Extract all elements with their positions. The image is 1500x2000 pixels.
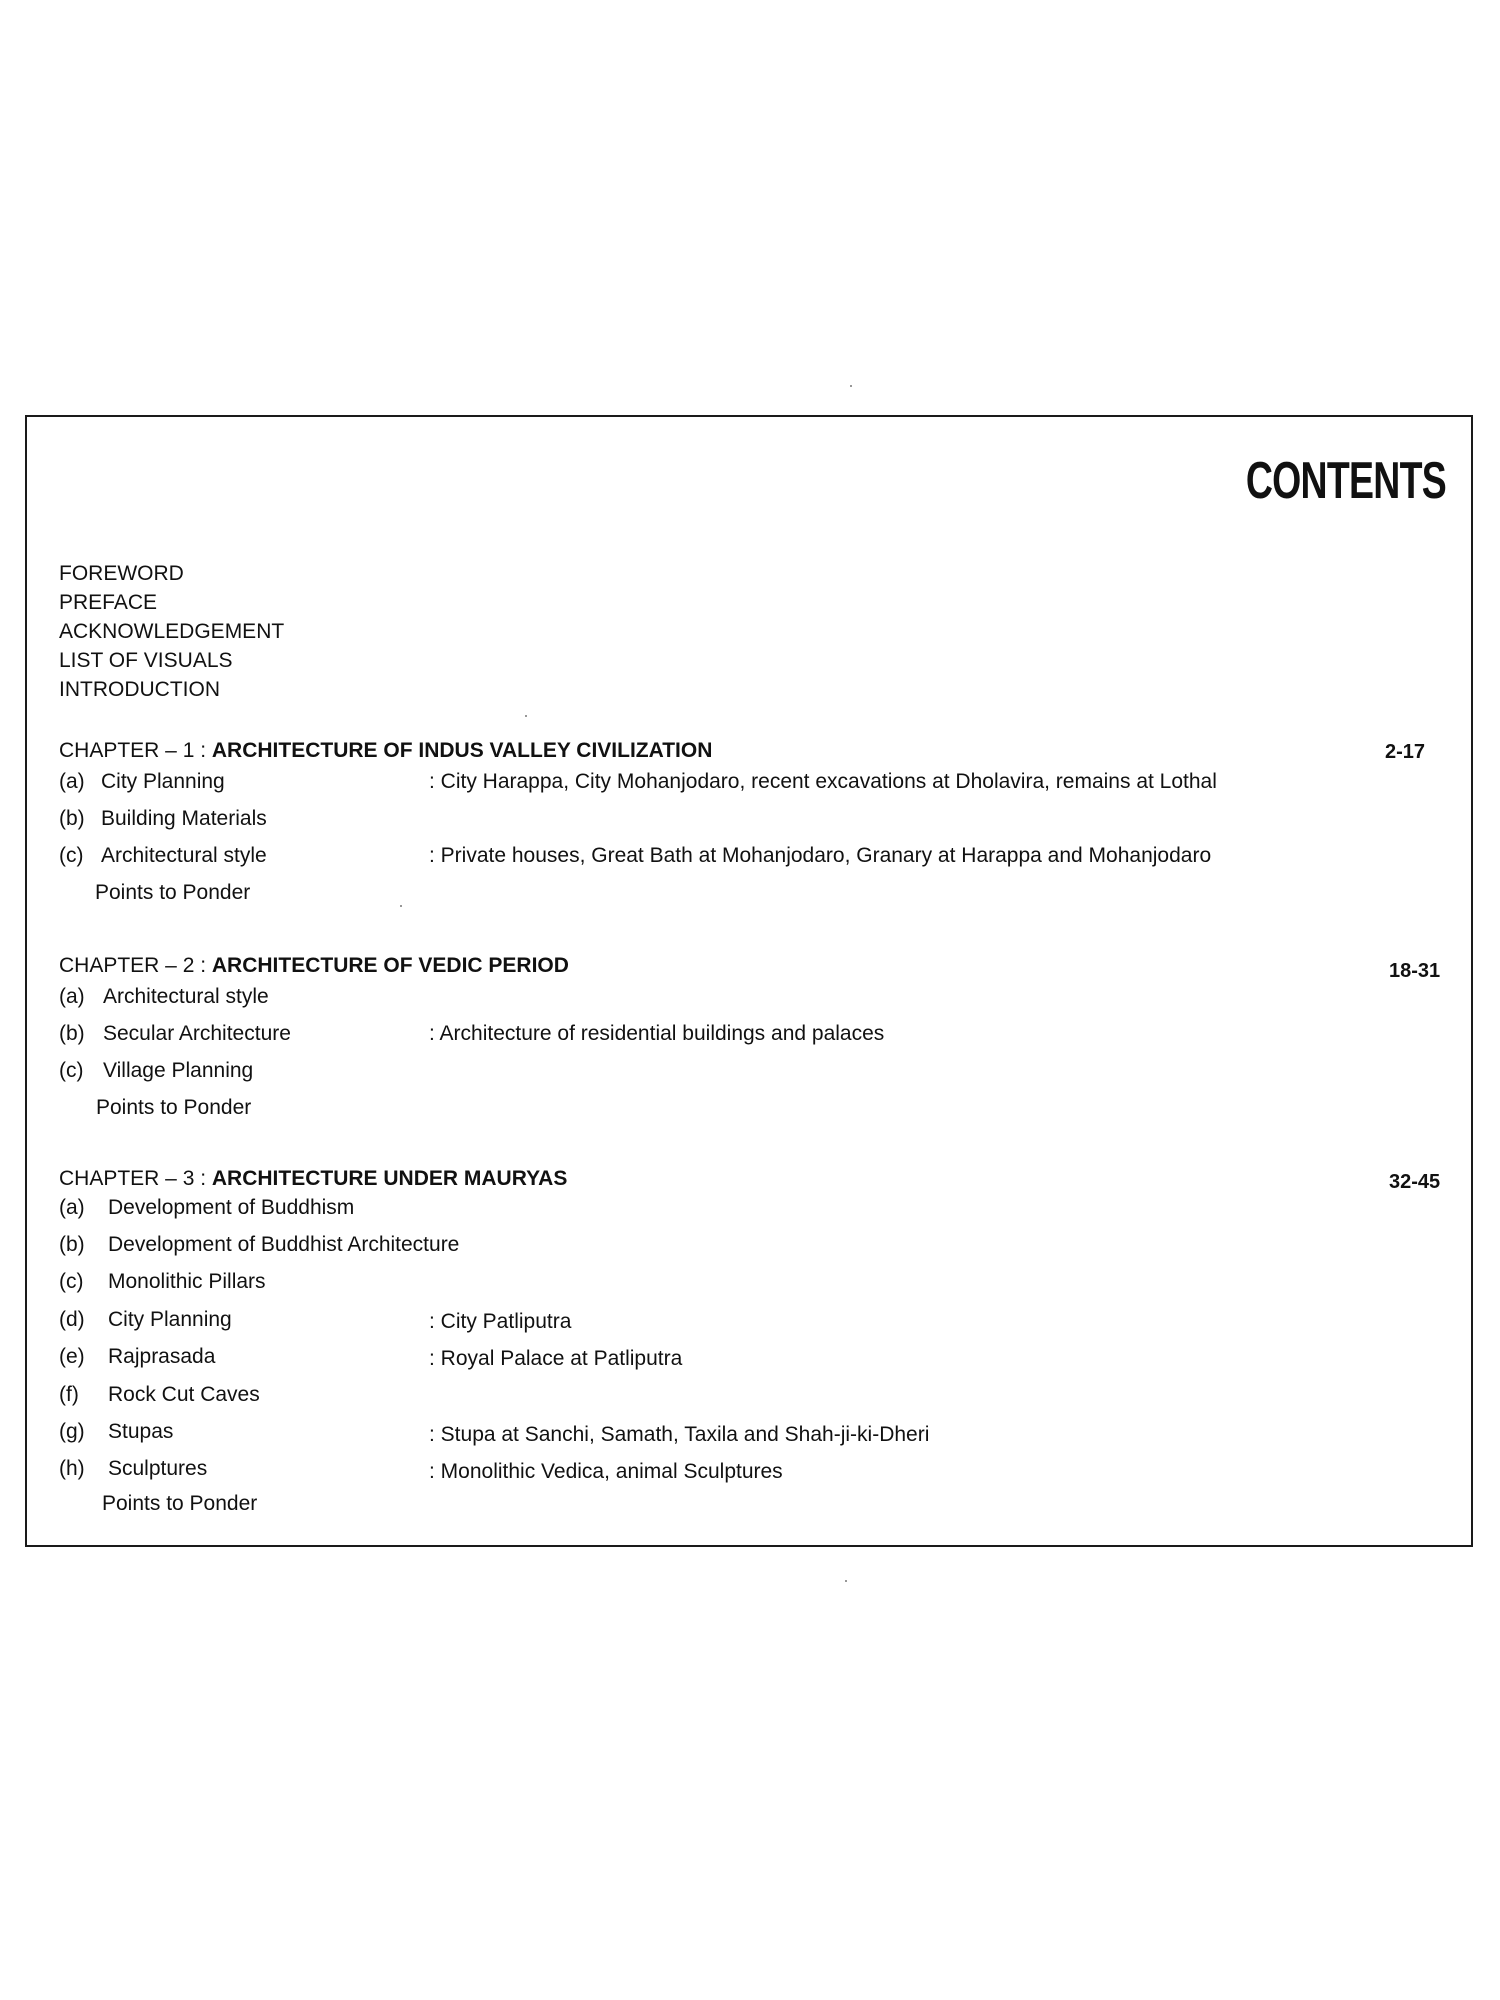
- chapter-prefix: CHAPTER – 2 :: [59, 954, 212, 977]
- chapter-page-range: 32-45: [1389, 1171, 1441, 1193]
- contents-frame: [25, 415, 1473, 1547]
- item-label: Sculptures: [108, 1457, 208, 1480]
- scan-speck: [850, 385, 852, 387]
- item-letter: (d): [59, 1308, 85, 1331]
- item-label: Architectural style: [103, 985, 269, 1008]
- front-matter-item[interactable]: FOREWORD: [59, 562, 184, 585]
- item-letter: (a): [59, 1196, 85, 1219]
- item-letter: (c): [59, 1059, 84, 1082]
- item-description: : City Patliputra: [429, 1310, 572, 1333]
- item-letter: (c): [59, 844, 84, 867]
- chapter-title: ARCHITECTURE OF VEDIC PERIOD: [211, 954, 569, 977]
- item-letter: (c): [59, 1270, 84, 1293]
- chapter-prefix: CHAPTER – 3 :: [59, 1167, 212, 1190]
- item-description: : Private houses, Great Bath at Mohanjodaro, Granary at Harappa and Mohanjodaro: [429, 844, 1212, 867]
- chapter-title: ARCHITECTURE OF INDUS VALLEY CIVILIZATION: [211, 739, 713, 762]
- front-matter-item[interactable]: PREFACE: [59, 591, 158, 614]
- contents-heading: CONTENTS: [1245, 452, 1446, 510]
- scan-speck: [845, 1580, 847, 1582]
- front-matter-list: [59, 559, 284, 704]
- item-letter: (a): [59, 770, 85, 793]
- item-label: Monolithic Pillars: [108, 1270, 266, 1293]
- item-letter: (b): [59, 807, 85, 830]
- points-to-ponder[interactable]: Points to Ponder: [95, 881, 251, 904]
- item-label: Development of Buddhism: [108, 1196, 355, 1219]
- item-letter: (b): [59, 1233, 85, 1256]
- item-label: Village Planning: [103, 1059, 254, 1082]
- chapter-heading[interactable]: [59, 1167, 567, 1191]
- item-description: : City Harappa, City Mohanjodaro, recent excavations at Dholavira, remains at Lothal: [429, 770, 1217, 793]
- chapter-heading[interactable]: [59, 739, 712, 763]
- item-description: : Architecture of residential buildings and palaces: [429, 1022, 885, 1045]
- item-label: City Planning: [108, 1308, 232, 1331]
- item-label: Development of Buddhist Architecture: [108, 1233, 460, 1256]
- points-to-ponder[interactable]: Points to Ponder: [96, 1096, 252, 1119]
- item-letter: (g): [59, 1420, 85, 1443]
- chapter-prefix: CHAPTER – 1 :: [59, 739, 212, 762]
- item-label: City Planning: [101, 770, 225, 793]
- item-letter: (b): [59, 1022, 85, 1045]
- item-label: Architectural style: [101, 844, 267, 867]
- item-description: : Monolithic Vedica, animal Sculptures: [429, 1460, 783, 1483]
- item-label: Rajprasada: [108, 1345, 216, 1368]
- item-letter: (f): [59, 1383, 79, 1406]
- item-label: Secular Architecture: [103, 1022, 291, 1045]
- chapter-page-range: 2-17: [1385, 741, 1426, 763]
- item-label: Stupas: [108, 1420, 174, 1443]
- item-description: : Stupa at Sanchi, Samath, Taxila and Shah-ji-ki-Dheri: [429, 1423, 930, 1446]
- item-letter: (e): [59, 1345, 85, 1368]
- points-to-ponder[interactable]: Points to Ponder: [102, 1492, 258, 1515]
- item-description: : Royal Palace at Patliputra: [429, 1347, 683, 1370]
- chapter-page-range: 18-31: [1389, 960, 1441, 982]
- chapter-heading[interactable]: [59, 954, 569, 978]
- item-label: Building Materials: [101, 807, 267, 830]
- front-matter-item[interactable]: LIST OF VISUALS: [59, 649, 233, 672]
- front-matter-item[interactable]: INTRODUCTION: [59, 678, 220, 701]
- chapter-title: ARCHITECTURE UNDER MAURYAS: [211, 1167, 568, 1190]
- item-letter: (h): [59, 1457, 85, 1480]
- front-matter-item[interactable]: ACKNOWLEDGEMENT: [59, 620, 285, 643]
- item-letter: (a): [59, 985, 85, 1008]
- item-label: Rock Cut Caves: [108, 1383, 260, 1406]
